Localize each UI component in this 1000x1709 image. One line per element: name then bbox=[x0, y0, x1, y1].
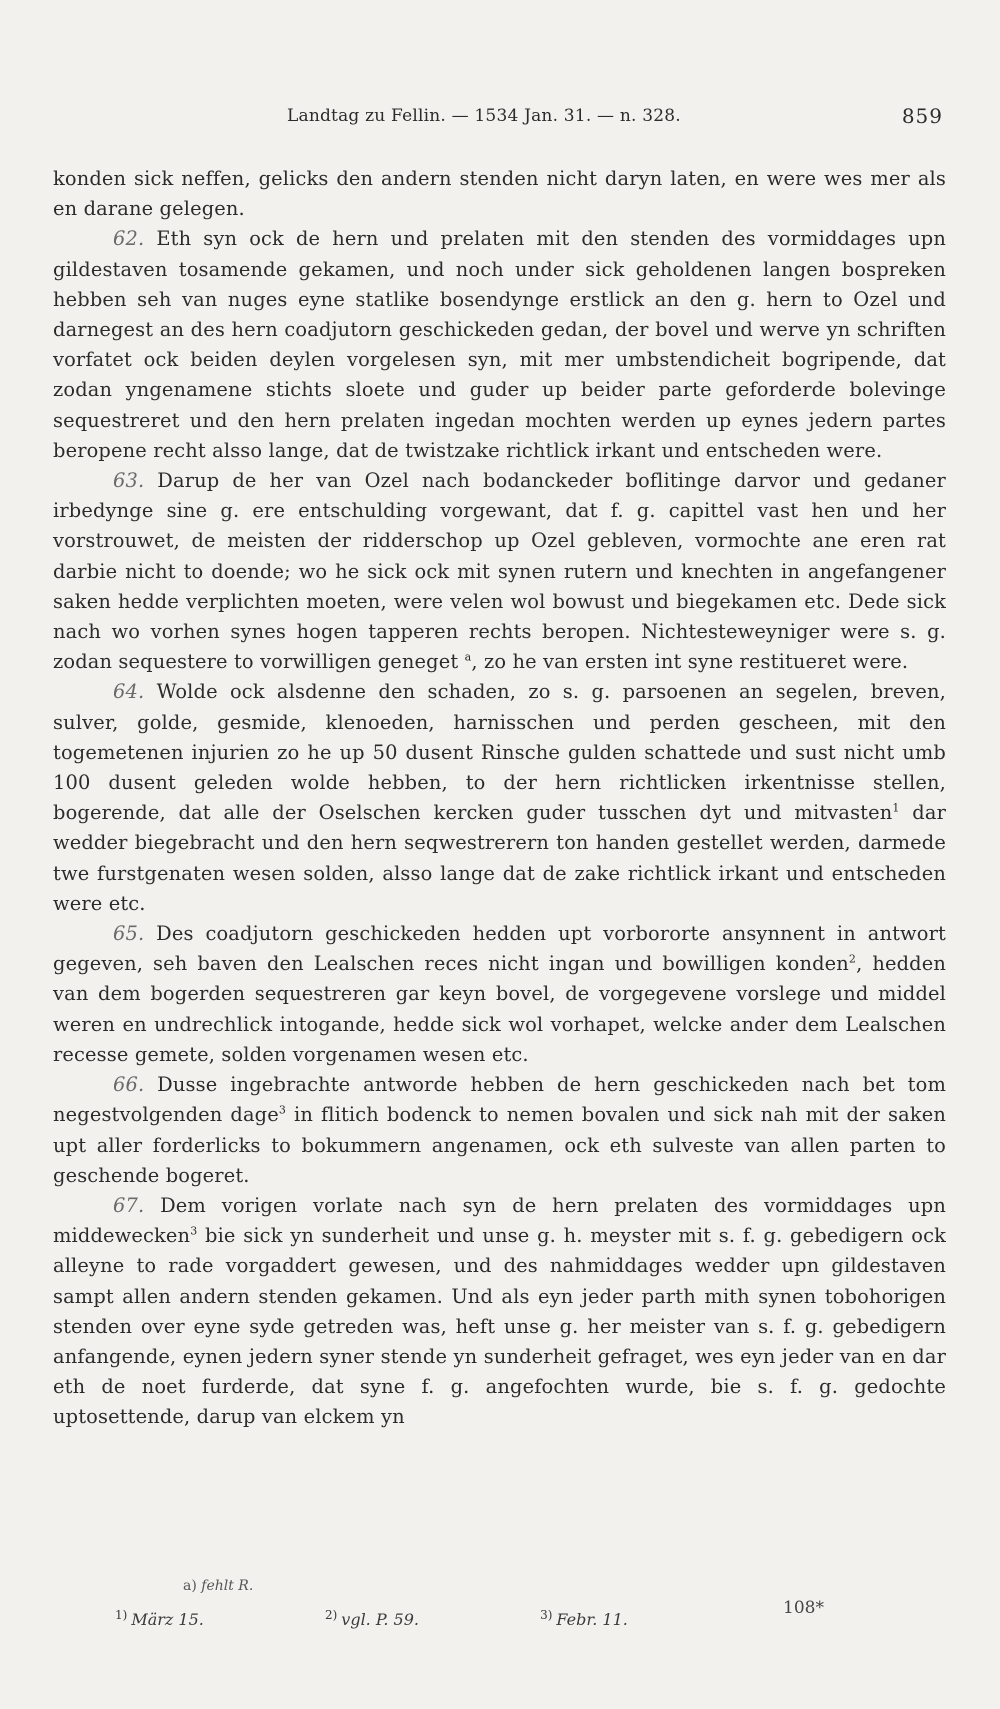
signature-mark: 108* bbox=[783, 1598, 824, 1618]
paragraph bbox=[53, 466, 946, 677]
paragraph-number: 66. bbox=[113, 1073, 145, 1097]
paragraph-number: 65. bbox=[113, 922, 145, 946]
footnote-reference: 3 bbox=[190, 1224, 198, 1238]
paragraph-number: 64. bbox=[113, 680, 145, 704]
main-text bbox=[53, 164, 946, 1433]
paragraph bbox=[53, 919, 946, 1070]
footnote-2 bbox=[325, 1610, 477, 1629]
paragraph-text: , zo he van ersten int syne restitueret were. bbox=[471, 650, 909, 674]
footnote-row bbox=[115, 1608, 744, 1629]
paragraph bbox=[53, 677, 946, 919]
paragraph-text: bie sick yn sunderheit und unse g. h. meyster mit s. f. g. gebedigern ock alleyne to rade vorgaddert gewesen, und des nahmiddages wedder upn gildestaven sampt allen andern stenden gekamen. Und als eyn jeder parth mith synen tobohorigen stenden over eyne syde getreden was, heft unse g. her meister van s. f. g. gebedigern anfangende, eynen jedern syner stende yn sunderheit gefraget, wes eyn jeder van en dar eth de noet furderde, dat syne f. g. angefochten wurde, bie s. f. g. gedochte uptosettende, darup van elckem yn bbox=[53, 1224, 946, 1429]
footnote-3-mark: 3) bbox=[540, 1608, 553, 1622]
footnote-2-text: vgl. P. 59. bbox=[341, 1610, 419, 1630]
paragraph-number: 62. bbox=[113, 227, 145, 251]
footnote-a bbox=[183, 1578, 253, 1594]
paragraph-text: Des coadjutorn geschickeden hedden upt vorbororte ansynnent in antwort gegeven, seh baven den Lealschen reces nicht ingan und bowilligen konden bbox=[53, 922, 946, 976]
paragraph-text: , hedden van dem bogerden sequestreren gar keyn bovel, de vorgegevene vorslege und middel weren en undrechlick intogande, hedde sick wol vorhapet, welcke ander dem Lealschen recesse gemete, solden vorgenamen wesen etc. bbox=[53, 952, 946, 1066]
paragraph-text: konden sick neffen, gelicks den andern stenden nicht daryn laten, en were wes mer als en darane gelegen. bbox=[53, 167, 946, 221]
footnote-1 bbox=[115, 1610, 262, 1629]
paragraph-text: in flitich bodenck to nemen bovalen und sick nah mit der saken upt aller forderlicks to bokummern angenamen, ock eth sulveste van allen parten to geschende bogeret. bbox=[53, 1103, 946, 1187]
page-number: 859 bbox=[901, 104, 943, 128]
paragraph-text: Wolde ock alsdenne den schaden, zo s. g. parsoenen an segelen, breven, sulver, golde, gesmide, klenoeden, harnisschen und perden gescheen, mit den togemetenen injurien zo he up 50 dusent Rinsche gulden schattede und sust nicht umb 100 dusent geleden wolde hebben, to der hern richtlicken irkentnisse stellen, bogerende, dat alle der Oselschen kercken guder tusschen dyt und mitvasten bbox=[53, 680, 946, 825]
paragraph-number: 67. bbox=[113, 1193, 145, 1217]
footnote-reference: 3 bbox=[278, 1103, 287, 1117]
paragraph bbox=[53, 1070, 946, 1191]
running-title: Landtag zu Fellin. — 1534 Jan. 31. — n. 328. bbox=[287, 106, 681, 126]
paragraph-number: 63. bbox=[113, 469, 145, 493]
footnote-a-text: fehlt R. bbox=[201, 1578, 254, 1594]
paragraph-text: Eth syn ock de hern und prelaten mit den stenden des vormiddages upn gildestaven tosamende gekamen, und noch under sick geholdenen langen bospreken hebben seh van nuges eyne statlike bosendynge erstlick an den g. hern to Ozel und darnegest an des hern coadjutorn geschickeden gedan, der bovel und werve yn schriften vorfatet ock beiden deylen vorgelesen syn, mit mer umbstendicheit bogripende, dat zodan yngenamene stichts sloete und guder up beider parte geforderde bolevinge sequestreret und den hern prelaten ingedan mochten werden up eynes jedern partes beropene recht alsso lange, dat de twistzake richtlick irkant und entscheden were. bbox=[53, 227, 946, 462]
footnote-reference: 1 bbox=[892, 801, 900, 815]
footnote-1-text: März 15. bbox=[131, 1610, 204, 1630]
paragraph-text: Darup de her van Ozel nach bodanckeder boflitinge darvor und gedaner irbedynge sine g. ere entschulding vorgewant, dat f. g. capittel vast hen und her vorstrouwet, de meisten der ridderschop up Ozel gebleven, vormochte ane eren rat darbie nicht to doende; wo he sick ock mit synen rutern und knechten in angefangener saken hedde verplichten moeten, were velen wol bowust und biegekamen etc. Dede sick nach wo vorhen synes hogen tapperen rechts beropen. Nichtesteweyniger were s. g. zodan sequestere to vorwilligen geneget bbox=[53, 469, 946, 674]
footnote-2-mark: 2) bbox=[324, 1608, 338, 1622]
paragraph-text: Dusse ingebrachte antworde hebben de hern geschickeden nach bet tom negestvolgenden dage bbox=[53, 1073, 946, 1127]
footnote-reference: a bbox=[464, 650, 472, 664]
footnote-a-mark: a) bbox=[183, 1578, 197, 1594]
footnote-3 bbox=[540, 1610, 686, 1629]
page-header bbox=[50, 98, 943, 134]
footnote-1-mark: 1) bbox=[115, 1608, 128, 1622]
paragraph-text: Dem vorigen vorlate nach syn de hern prelaten des vormiddages upn middewecken bbox=[53, 1193, 946, 1248]
paragraph bbox=[53, 1191, 946, 1433]
paragraph bbox=[53, 164, 946, 224]
footnote-reference: 2 bbox=[848, 952, 857, 966]
paragraph-text: dar wedder biegebracht und den hern seqwestrerern ton handen gestellet werden, darmede twe furstgenaten wesen solden, alsso lange dat de zake richtlick irkant und entscheden were etc. bbox=[53, 801, 946, 915]
footnote-3-text: Febr. 11. bbox=[556, 1610, 628, 1630]
paragraph bbox=[53, 224, 946, 466]
